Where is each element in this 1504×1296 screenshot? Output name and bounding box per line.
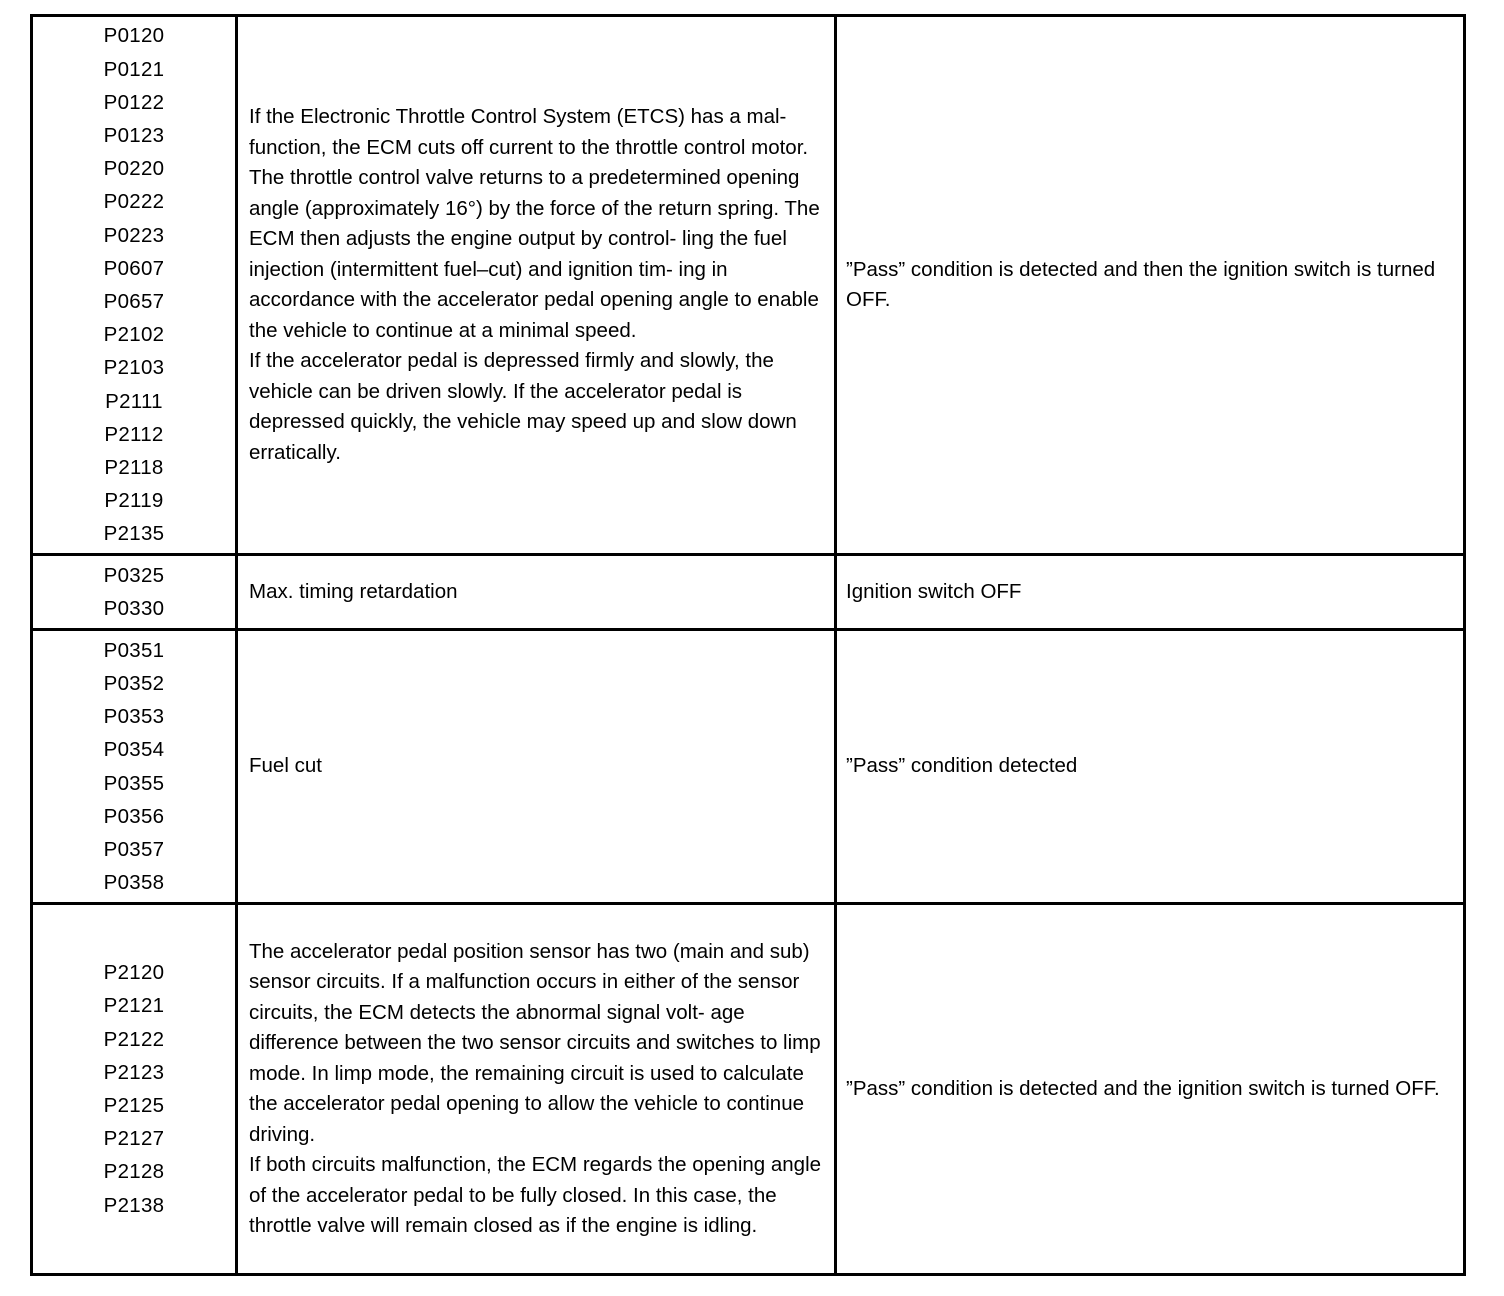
description-paragraph: If the Electronic Throttle Control System (ETCS) has a mal- function, the ECM cuts off current to the throttle control motor. The throttle control valve returns to a predetermined opening angle (approximately 16°) by the force of the return spring. The ECM then adjusts the engine output by control- ling the fuel injection (intermittent fuel–cut) and ignition tim- ing in accordance with the accelerator pedal opening angle to enable the vehicle to continue at a minimal speed. [249,105,820,342]
dtc-code: P2138 [103,1193,165,1217]
fail-safe-table [30,14,1466,1276]
table-row [32,16,1465,555]
dtc-code: P0123 [103,123,165,147]
table-row [32,904,1465,1275]
fail-safe-operation-cell [237,904,836,1275]
condition-text: ”Pass” condition is detected and then the ignition switch is turned OFF. [846,257,1436,311]
dtc-code: P0325 [103,563,165,587]
fail-safe-operation-cell [237,555,836,630]
fail-safe-operation-cell [237,16,836,555]
dtc-code: P2103 [103,356,165,380]
dtc-code: P0358 [103,871,165,895]
description-paragraph: Fuel cut [249,754,322,778]
dtc-code: P2112 [104,422,164,446]
condition-text: ”Pass” condition detected [846,754,1078,778]
dtc-code: P0657 [103,290,165,313]
table-row [32,630,1465,904]
dtc-code: P2128 [103,1160,165,1184]
fail-safe-operation-cell [237,630,836,904]
deactivation-condition-cell [836,555,1465,630]
dtc-code: P0220 [103,157,165,181]
dtc-code: P0120 [103,24,165,48]
dtc-code: P2121 [103,994,165,1018]
dtc-codes-cell [32,904,237,1275]
dtc-code: P0222 [103,190,165,214]
dtc-code: P2127 [103,1127,165,1151]
dtc-code: P0356 [103,804,165,828]
dtc-code: P0352 [103,671,165,695]
description-paragraph: Max. timing retardation [249,579,458,603]
dtc-code: P2125 [103,1094,165,1117]
description-paragraph: If both circuits malfunction, the ECM regards the opening angle of the accelerator pedal to be fully closed. In this case, the throttle valve will remain closed as if the engine is idling. [249,1153,822,1237]
dtc-code: P0357 [103,837,165,861]
dtc-code: P2111 [105,389,163,413]
condition-text: Ignition switch OFF [846,579,1022,603]
dtc-code: P2122 [103,1027,165,1051]
dtc-code: P2120 [103,961,165,985]
deactivation-condition-cell [836,904,1465,1275]
dtc-code: P2102 [103,323,165,347]
dtc-code: P0351 [103,638,165,662]
dtc-codes-cell [32,555,237,630]
dtc-code: P0122 [103,90,165,114]
dtc-code: P2119 [104,489,164,513]
deactivation-condition-cell [836,16,1465,555]
dtc-code: P2135 [103,522,165,546]
dtc-code: P0354 [103,738,165,762]
description-paragraph: The accelerator pedal position sensor has two (main and sub) sensor circuits. If a malfunction occurs in either of the sensor circuits, the ECM detects the abnormal signal volt- age difference between the two sensor circuits and switches to limp mode. In limp mode, the remaining circuit is used to calculate the accelerator pedal opening to allow the vehicle to continue driving. [249,939,821,1146]
dtc-codes-cell [32,16,237,555]
description-paragraph: If the accelerator pedal is depressed firmly and slowly, the vehicle can be driven slowly. If the accelerator pedal is depressed quickly, the vehicle may speed up and slow down erratically. [249,349,797,464]
deactivation-condition-cell [836,630,1465,904]
dtc-code: P0607 [103,256,165,280]
dtc-code: P0330 [103,597,165,620]
table-row [32,555,1465,630]
dtc-code: P2123 [103,1060,165,1084]
dtc-codes-cell [32,630,237,904]
dtc-code: P0355 [103,771,165,795]
dtc-code: P0223 [103,223,165,247]
dtc-code: P0353 [103,705,165,729]
dtc-code: P0121 [103,57,165,81]
condition-text: ”Pass” condition is detected and the ignition switch is turned OFF. [846,1076,1440,1100]
dtc-code: P2118 [104,456,164,480]
